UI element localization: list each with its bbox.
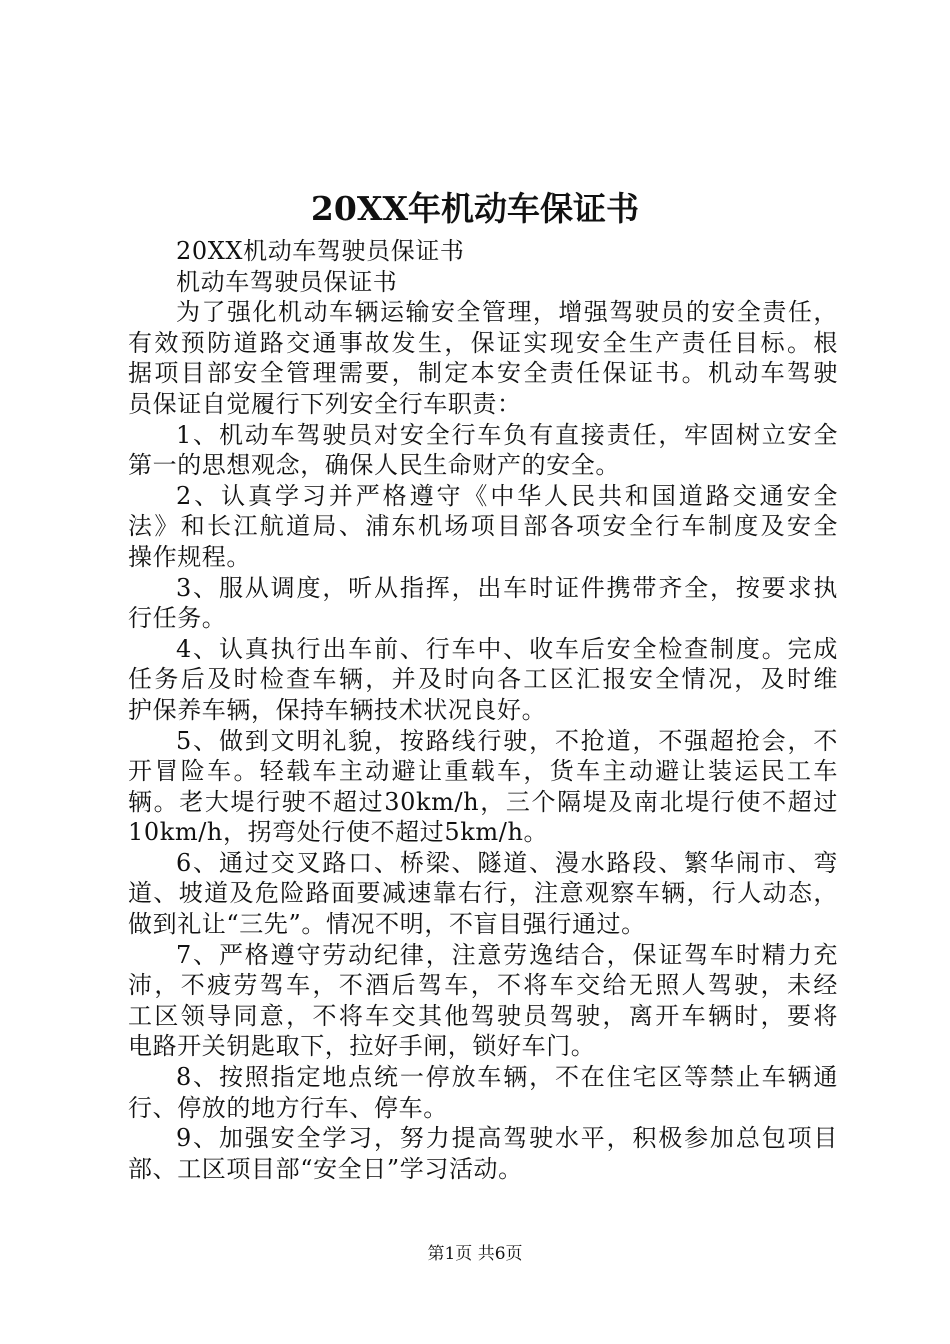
paragraph-line: 10km/h，拐弯处行使不超过5km/h。 [128, 818, 549, 847]
paragraph-line: 部、工区项目部“安全日”学习活动。 [128, 1154, 523, 1183]
paragraph-line: 2、认真学习并严格遵守《中华人民共和国道路交通安全 [176, 481, 838, 510]
paragraph-line: 做到礼让“三先”。情况不明，不盲目强行通过。 [128, 910, 646, 939]
paragraph-line: 辆。老大堤行驶不超过30km/h，三个隔堤及南北堤行使不超过 [128, 787, 838, 816]
subtitle-line: 机动车驾驶员保证书 [176, 267, 398, 296]
paragraph-line: 6、通过交叉路口、桥梁、隧道、漫水路段、繁华闹市、弯 [176, 848, 838, 877]
paragraph-line: 1、机动车驾驶员对安全行车负有直接责任，牢固树立安全 [176, 420, 838, 449]
paragraph-line: 道、坡道及危险路面要减速靠右行，注意观察车辆，行人动态， [128, 879, 838, 908]
paragraph-line: 操作规程。 [128, 542, 251, 571]
paragraph-line: 护保养车辆，保持车辆技术状况良好。 [128, 695, 547, 724]
paragraph-line: 开冒险车。轻载车主动避让重载车，货车主动避让装运民工车 [128, 757, 838, 786]
paragraph-line: 行、停放的地方行车、停车。 [128, 1093, 448, 1122]
paragraph-line: 工区领导同意，不将车交其他驾驶员驾驶，离开车辆时，要将 [128, 1001, 838, 1030]
paragraph-line: 电路开关钥匙取下，拉好手闸，锁好车门。 [128, 1032, 596, 1061]
paragraph-line: 有效预防道路交通事故发生，保证实现安全生产责任目标。根 [128, 328, 838, 357]
paragraph-line: 行任务。 [128, 604, 227, 633]
paragraph-line: 8、按照指定地点统一停放车辆，不在住宅区等禁止车辆通 [176, 1063, 838, 1092]
document-body [128, 236, 838, 1184]
paragraph-line: 法》和长江航道局、浦东机场项目部各项安全行车制度及安全 [128, 512, 838, 541]
paragraph-line: 5、做到文明礼貌，按路线行驶，不抢道，不强超抢会，不 [176, 726, 838, 755]
subtitle-line: 20XX机动车驾驶员保证书 [176, 237, 465, 265]
paragraph-line: 任务后及时检查车辆，并及时向各工区汇报安全情况，及时维 [128, 665, 838, 694]
paragraph-line: 3、服从调度，听从指挥，出车时证件携带齐全，按要求执 [176, 573, 838, 602]
paragraph-line: 第一的思想观念，确保人民生命财产的安全。 [128, 451, 620, 480]
paragraph-line: 4、认真执行出车前、行车中、收车后安全检查制度。完成 [176, 634, 838, 663]
page-number: 第1页 共6页 [427, 1244, 523, 1264]
document-title: 20XX年机动车保证书 [310, 189, 640, 228]
paragraph-line: 9、加强安全学习，努力提高驾驶水平，积极参加总包项目 [176, 1124, 838, 1153]
paragraph-line: 员保证自觉履行下列安全行车职责： [128, 389, 522, 418]
paragraph-line: 据项目部安全管理需要，制定本安全责任保证书。机动车驾驶 [128, 359, 838, 388]
paragraph-line: 7、严格遵守劳动纪律，注意劳逸结合，保证驾车时精力充 [176, 940, 838, 969]
paragraph-line: 沛，不疲劳驾车，不酒后驾车，不将车交给无照人驾驶，未经 [128, 971, 838, 1000]
paragraph-line: 为了强化机动车辆运输安全管理，增强驾驶员的安全责任， [176, 298, 838, 327]
